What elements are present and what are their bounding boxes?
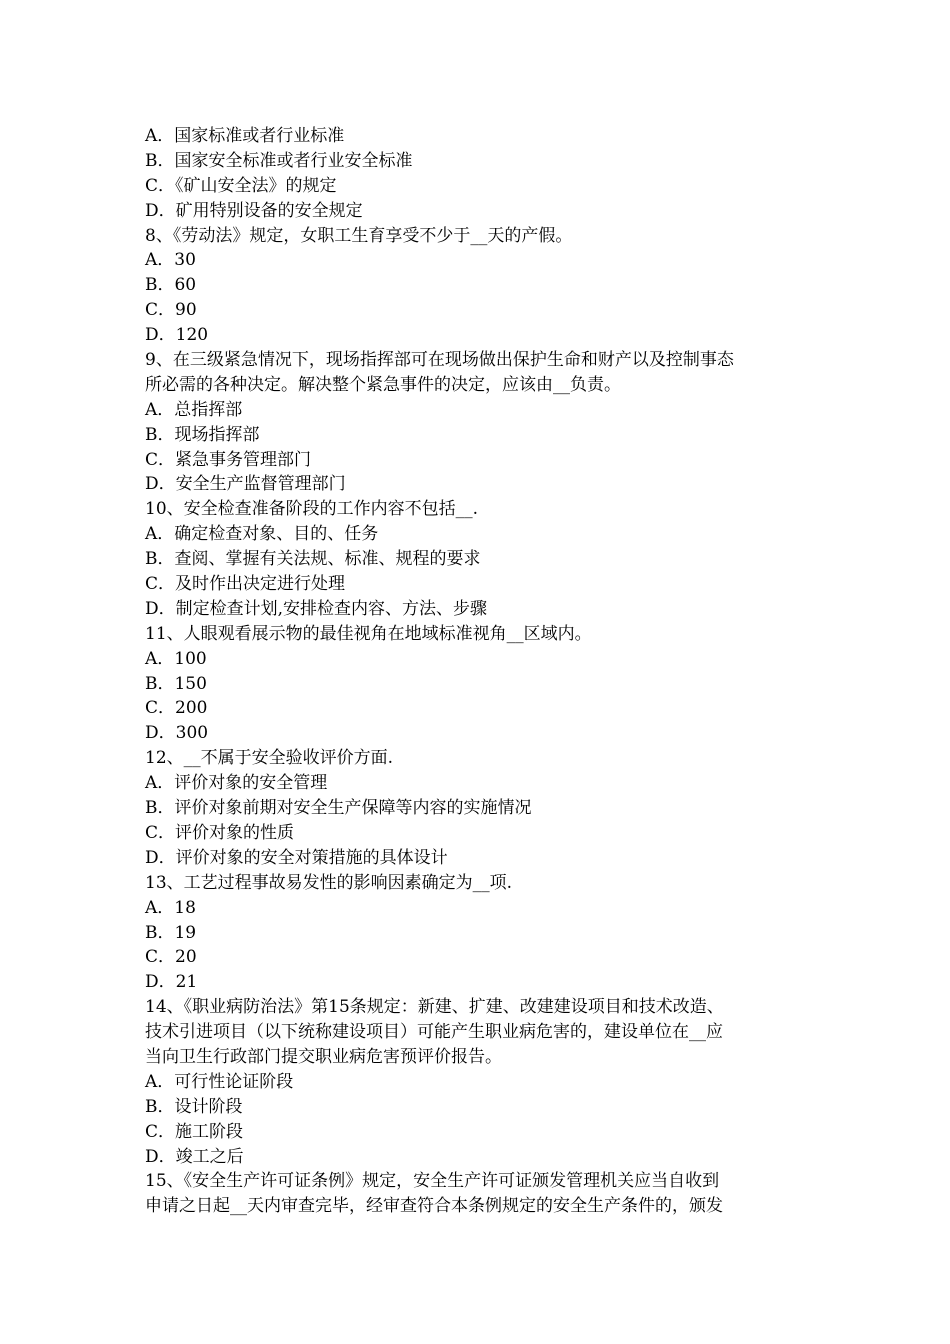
option-line: A．30 [145,250,196,271]
question-line: 14、《职业病防治法》第15条规定：新建、扩建、改建建设项目和技术改造、 [145,997,724,1018]
option-line: B．国家安全标准或者行业安全标准 [145,150,413,171]
option-line: C．评价对象的性质 [145,822,295,843]
option-line: C．200 [145,698,208,719]
option-line: A．100 [145,648,207,669]
question-line: 11、人眼观看展示物的最佳视角在地域标准视角__区域内。 [145,623,592,644]
option-line: B．现场指挥部 [145,424,260,445]
question-line: 10、安全检查准备阶段的工作内容不包括__. [145,499,479,520]
option-line: D．竣工之后 [145,1146,244,1167]
option-line: B．设计阶段 [145,1096,243,1117]
option-line: C．施工阶段 [145,1121,244,1142]
option-line: A．确定检查对象、目的、任务 [145,524,379,545]
option-line: D．制定检查计划,安排检查内容、方法、步骤 [145,598,488,619]
question-line: 技术引进项目（以下统称建设项目）可能产生职业病危害的，建设单位在__应 [145,1022,723,1043]
option-line: A．可行性论证阶段 [145,1071,294,1092]
question-line: 13、工艺过程事故易发性的影响因素确定为__项. [145,872,513,893]
question-line: 12、__不属于安全验收评价方面. [145,748,394,769]
question-line: 9、在三级紧急情况下，现场指挥部可在现场做出保护生命和财产以及控制事态 [145,350,734,371]
question-line: 当向卫生行政部门提交职业病危害预评价报告。 [145,1046,502,1067]
option-line: C．20 [145,947,197,968]
option-line: D．矿用特别设备的安全规定 [145,200,363,221]
option-line: D．评价对象的安全对策措施的具体设计 [145,847,448,868]
option-line: A．总指挥部 [145,399,243,420]
option-line: D．120 [145,325,209,346]
option-line: D．安全生产监督管理部门 [145,474,346,495]
option-line: A．18 [145,897,196,918]
option-line: C．紧急事务管理部门 [145,449,312,470]
question-line: 所必需的各种决定。解决整个紧急事件的决定，应该由__负责。 [145,374,621,395]
option-line: D．21 [145,972,198,993]
option-line: B．19 [145,922,197,943]
option-line: C．及时作出决定进行处理 [145,574,346,595]
question-line: 申请之日起__天内审查完毕，经审查符合本条例规定的安全生产条件的，颁发 [145,1196,723,1217]
question-line: 8、《劳动法》规定，女职工生育享受不少于__天的产假。 [145,225,573,246]
option-line: C．90 [145,300,197,321]
option-line: A．评价对象的安全管理 [145,773,328,794]
option-line: B．150 [145,673,207,694]
document-body [145,124,815,1219]
option-line: B．评价对象前期对安全生产保障等内容的实施情况 [145,798,532,819]
question-line: 15、《安全生产许可证条例》规定，安全生产许可证颁发管理机关应当自收到 [145,1171,720,1192]
option-line: B．查阅、掌握有关法规、标准、规程的要求 [145,549,481,570]
option-line: C．《矿山安全法》的规定 [145,175,337,196]
option-line: A．国家标准或者行业标准 [145,126,345,146]
option-line: B．60 [145,275,197,296]
option-line: D．300 [145,723,209,744]
